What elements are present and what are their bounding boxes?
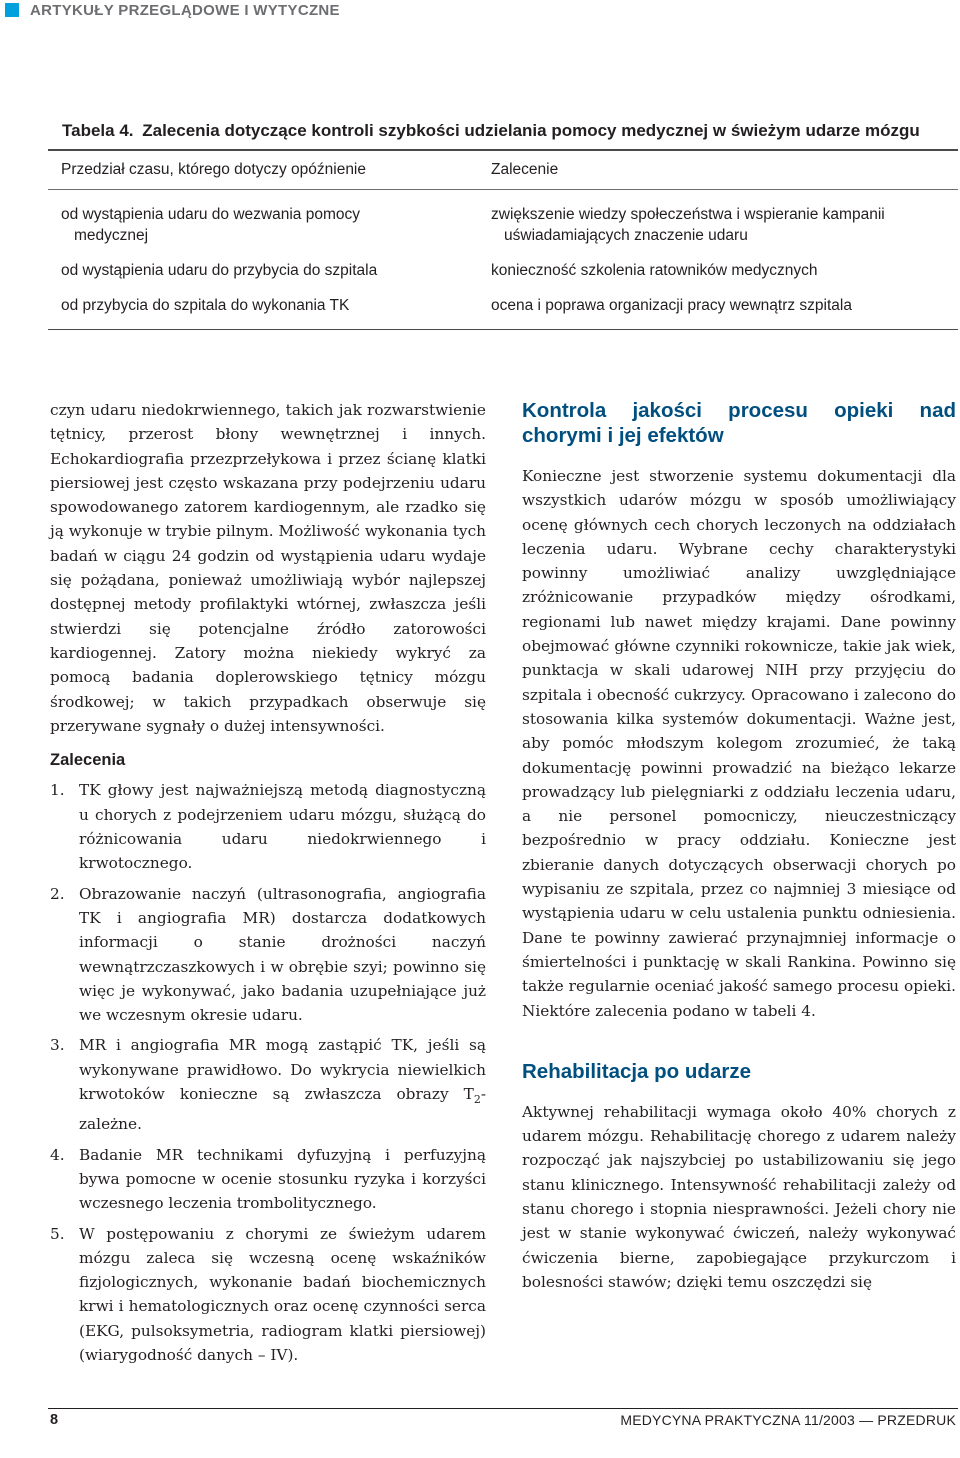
- table-cell-recommendation: zwiększenie wiedzy społeczeństwa i wspieranie kampanii: [491, 205, 885, 223]
- table-4: [48, 120, 958, 330]
- column-header-interval: Przedział czasu, którego dotyczy opóźnienie: [61, 160, 366, 178]
- body-paragraph: Konieczne jest stworzenie systemu dokumentacji dla wszystkich udarów mózgu w sposób umożliwiający ocenę głównych cech chorych leczonych na oddziałach leczenia udaru. Wybrane cechy charakterystyki powinny umożliwiać analizy uwzględniające zróżnicowanie przypadków między ośrodkami, regionami lub nawet między krajami. Dane powinny obejmować główne czynniki rokownicze, takie jak wiek, punktacja w skali udarowej NIH przy przyjęciu do szpitala i obecność cukrzycy. Opracowano i zalecono do stosowania kilka systemów dokumentacji. Ważne jest, aby pomóc młodszym kolegom zrozumieć, że taką dokumentację powinni prowadzić na bieżąco lekarze prowadzący lub pielęgniarki z oddziału leczenia udaru, a nie personel pomocniczy, nieuczestniczący bezpośrednio w pracy oddziału. Konieczne jest zbieranie danych dotyczących obserwacji chorych po wypisaniu ze szpitala, przez co najmniej 3 miesiące od wystąpienia udaru w celu ustalenia punktu odniesienia. Dane te powinny zawierać przynajmniej informacje o śmiertelności i punktację w skali Rankina. Powinno się także regularnie oceniać jakość samego procesu opieki. Niektóre zalecenia podano w tabeli 4.: [522, 467, 956, 1020]
- table-bottom-rule: [48, 329, 958, 331]
- left-text-column: [50, 398, 486, 1373]
- table-cell-recommendation: ocena i poprawa organizacji pracy wewnątrz szpitala: [491, 296, 852, 314]
- table-cell-interval: od wystąpienia udaru do przybycia do szpitala: [61, 261, 378, 279]
- list-item: 4. Badanie MR technikami dyfuzyjną i perfuzyjną bywa pomocne w ocenie stosunku ryzyka i korzyści wczesnego leczenia trombolitycznego.: [50, 1145, 486, 1213]
- table-cell-recommendation-cont: uświadamiających znaczenie udaru: [504, 226, 748, 244]
- table-title: Zalecenia dotyczące kontroli szybkości udzielania pomocy medycznej w świeżym udarze mózgu: [142, 121, 920, 140]
- table-cell-recommendation: konieczność szkolenia ratowników medycznych: [491, 261, 818, 279]
- list-item: 2. Obrazowanie naczyń (ultrasonografia, angiografia TK i angiografia MR) dostarcza dodatkowych informacji o stanie drożności naczyń wewnątrzczaszkowych i w obrębie szyi; powinno się więc je wykonywać, jako badania uzupełniające już we wczesnym okresie udaru.: [50, 884, 486, 1025]
- page-number: 8: [50, 1412, 59, 1428]
- list-item: 3. MR i angiografia MR mogą zastąpić TK, jeśli są wykonywane prawidłowo. Do wykrycia niewielkich krwotoków konieczne są zwłaszcza obrazy $T_2$-zależne.: [50, 1036, 486, 1134]
- section-label: ARTYKUŁY PRZEGLĄDOWE I WYTYCZNE: [30, 2, 340, 19]
- running-header: [0, 0, 960, 24]
- table-row: [48, 190, 958, 246]
- table-row: [48, 246, 958, 281]
- table-header-row: [48, 151, 958, 189]
- section-marker-square: [5, 3, 19, 17]
- section-heading-rehabilitation: Rehabilitacja po udarze: [522, 1059, 751, 1083]
- table-body: [48, 151, 958, 329]
- recommendations-heading: Zalecenia: [50, 751, 126, 770]
- list-item: 5. W postępowaniu z chorymi ze świeżym udarem mózgu zaleca się wczesną ocenę wskaźników fizjologicznych, wykonanie badań biochemicznych krwi i hematologicznych oraz ocenę czynności serca (EKG, pulsoksymetria, radiogram klatki piersiowej) (wiarygodność danych – IV).: [50, 1224, 486, 1365]
- table-cell-interval-cont: medycznej: [74, 226, 149, 244]
- recommendations-list: [50, 778, 486, 1367]
- list-item: 1. TK głowy jest najważniejszą metodą diagnostyczną u chorych z podejrzeniem udaru mózgu, służącą do różnicowania udaru niedokrwiennego i krwotocznego.: [50, 781, 486, 873]
- section-heading-quality: Kontrola jakości procesu opieki nad chorymi i jej efektów: [522, 399, 956, 447]
- table-cell-interval: od wystąpienia udaru do wezwania pomocy: [61, 205, 360, 223]
- right-text-column: [522, 398, 956, 1294]
- footer-rule: [48, 1408, 958, 1409]
- journal-footer: MEDYCYNA PRAKTYCZNA 11/2003 — PRZEDRUK: [620, 1412, 956, 1428]
- table-caption: [62, 120, 958, 141]
- body-paragraph: Aktywnej rehabilitacji wymaga około 40% chorych z udarem mózgu. Rehabilitację chorego z udarem należy rozpocząć jak najszybciej po ustabilizowaniu się jego stanu klinicznego. Intensywność rehabilitacji zależy od stanu chorego i stopnia niesprawności. Jeżeli chory nie jest w stanie wykonywać ćwiczeń, należy wykonywać ćwiczenia bierne, zapobiegające przykurczom i bolesności stawów; dzięki temu oszczędzi się: [522, 1102, 956, 1291]
- table-row: [48, 281, 958, 329]
- table-label: Tabela 4.: [62, 121, 134, 140]
- body-paragraph: czyn udaru niedokrwiennego, takich jak rozwarstwienie tętnicy, przerost błony wewnętrznej i innych. Echokardiografia przezprzełykowa i przez ścianę klatki piersiowej jest często wskazana przy podejrzeniu udaru spowodowanego zatorem kardiogennym, ale rzadko się ją wykonuje w trybie pilnym. Możliwość wykonania tych badań w ciągu 24 godzin od wystąpienia udaru wydaje się pożądana, ponieważ umożliwiają wybór najlepszej dostępnej metody profilaktyki wtórnej, zwłaszcza jeśli stwierdzi się potencjalne źródło zatorowości kardiogennej. Zatory można niekiedy wykryć za pomocą badania doplerowskiego tętnicy mózgu środkowej; w takich przypadkach obserwuje się przerywane sygnały o dużej intensywności.: [50, 401, 486, 735]
- table-cell-interval: od przybycia do szpitala do wykonania TK: [61, 296, 350, 314]
- column-header-recommendation: Zalecenie: [491, 160, 559, 178]
